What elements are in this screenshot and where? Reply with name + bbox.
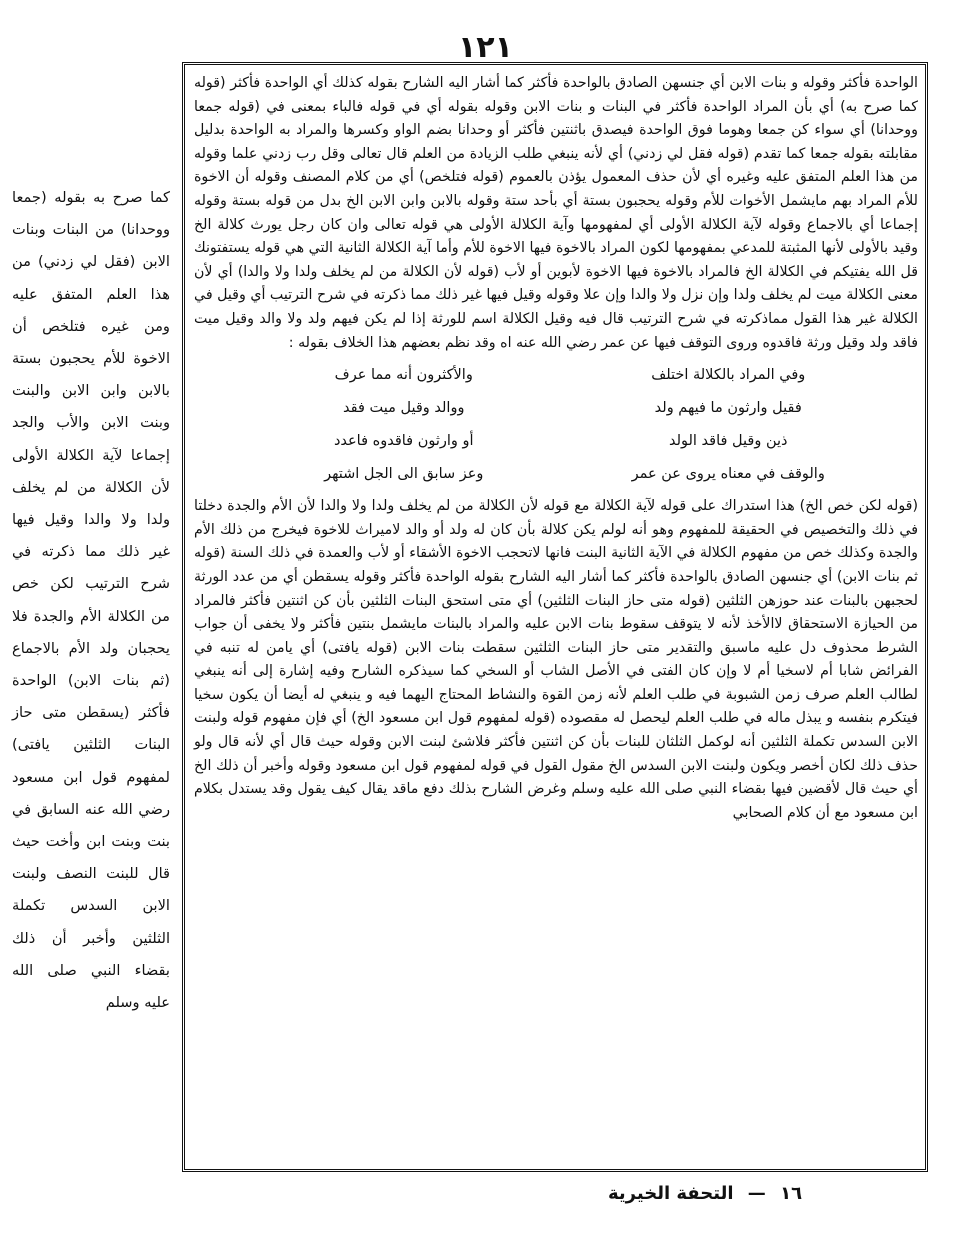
poem-hemistich-right: فقيل وارثون ما فيهم ولد [654, 399, 802, 416]
poem-hemistich-left: أو وارثون فاقدوه فاعدد [333, 432, 474, 449]
footer-dash: — [747, 1183, 766, 1204]
poem-hemistich-left: ووالد وقيل ميت فقد [343, 399, 465, 416]
poem-verse [254, 392, 878, 425]
poem-verse [254, 425, 878, 458]
poem-hemistich-right: وفي المراد بالكلالة اختلف [651, 366, 806, 383]
poem-hemistich-left: والأكثرون أنه مما عرف [334, 366, 473, 383]
poem [254, 359, 878, 491]
footer-book-title: التحفة الخيرية [608, 1183, 734, 1204]
margin-note-text: كما صرح به بقوله (جمعا ووحدانا) من البنات وبنات الابن (فقل لي زدني) من هذا العلم المتفق عليه ومن غيره فتلخص أن الاخوة للأم يحجبون بستة بالابن وابن الابن والبنت وبنت الابن والأب والجد إجماعا لآية الكلالة الأولى لأن الكلالة من لم يخلف ولدا ولا والدا وقيل فيها غير ذلك مما ذكرته في شرح الترتيب لكن خص من الكلالة الأم والجدة فلا يحجبان ولد الأم بالاجماع (ثم بنات الابن) الواحدة فأكثر (يسقطن متى حاز البنات الثلثين يافتى) لمفهوم قول ابن مسعود رضي الله عنه السابق في بنت وبنت ابن وأخت حيث قال للبنت النصف ولبنت الابن السدس تكملة الثلثين وأخبر أن ذلك بقضاء النبي صلى الله عليه وسلم [12, 189, 170, 1012]
commentary-paragraph-2: (قوله لكن خص الخ) هذا استدراك على قوله لآية الكلالة مع قوله لأن الكلالة من لم يخلف ولدا ولا والدا لأن الأم والجدة دخلتا في ذلك والتخصيص في الحقيقة للمفهوم وهو أنه لولم يكن كلالة بأن كان له ولد أو والد لاميراث للاخوة فيخرج من ذلك الأم والجدة وكذلك خص من مفهوم الكلالة في الآية الثانية البنت فانها لاتحجب الاخوة الأشقاء أو لأب والعمدة في ذلك السنة (قوله ثم بنات الابن) أي جنسهن الصادق بالواحدة فأكثر كما أشار اليه الشارح بقوله الواحدة فأكثر وقوله يسقطن أي من عدد الورثة لحجبهن بالبنات عند حوزهن الثلثين (قوله متى حاز البنات الثلثين) أي متى استحق البنات الثلثين بأن كن اثنتين فأكثر فالمراد من الحيازة الاستحقاق لاالأخذ لأنه لا يتوقف سقوط بنات الابن عليه والمراد بالبنات مايشمل بنتين فأكثر ولا يخفى أن جواب الشرط محذوف دل عليه ماسبق والتقدير متى حاز البنات الثلثين سقطت بنات الابن (قوله يافتى) أي يامن له تنبه في الفرائض شابا أم لاسخيا أم لا وإن كان الفتى في الأصل الشاب أو السخي كما سيذكره الشارح وفيه إشارة إلى أنه ينبغي لطالب العلم صرف زمن الشبوبة في طلب العلم لأنه زمن القوة والنشاط المحتاج اليهما فيه و ينبغي له أيضا أن يكون سخيا فيتكرم بنفسه و يبذل ماله في طلب العلم ليحصل له مقصوده (قوله لمفهوم قول ابن مسعود الخ) أي فإن مفهوم قوله ولبنت الابن السدس تكملة الثلثين أنه لوكمل الثلثان للبنات بأن كن اثنتين فأكثر فلاشئ لبنت الابن وقوله حيث قال أي لأنه قال ولو حذف ذلك لكان أخصر ويكون ولبنت الابن السدس الخ مقول القول في قوله لمفهوم قول ابن مسعود وقوله وأخبر أن ذلك الخ أي حيث قال لأقضين فيها بقضاء النبي صلى الله عليه وسلم وغرض الشارح بذلك دفع ماقد يقال كيف يقول وقد يستدل بكلام ابن مسعود مع أن كلام الصحابي [194, 498, 918, 821]
poem-verse [254, 359, 878, 392]
commentary-paragraph-1: الواحدة فأكثر وقوله و بنات الابن أي جنسهن الصادق بالواحدة فأكثر كما أشار اليه الشارح بقوله كذلك أي الواحدة فأكثر (قوله كما صرح به) أي بأن المراد الواحدة فأكثر في البنات و بنات الابن وقوله بقوله أي في قوله فالباء بمعنى في (قوله جمعا ووحدانا) أي سواء كن جمعا وهوما فوق الواحدة فيصدق باثنتين فأكثر أو وحدانا بضم الواو وكسرها والمراد به الواحدة بدليل مقابلته بقوله جمعا كما تقدم (قوله فقل لي زدني) أي لأنه ينبغي طلب الزيادة من العلم قال تعالى وقل رب زدني علما وقوله من هذا العلم المتفق عليه وغيره أي لأن حذف المعمول يؤذن بالعموم (قوله فتلخص) أي من كلام المصنف وقوله أن الاخوة للأم المراد بهم مايشمل الأخوات للأم وقوله يحجبون بستة أي بأحد ستة وقوله بالابن وابن الابن الخ بدل من قوله بستة وقوله إجماعا أي بالاجماع وقوله لآية الكلالة الأولى أي لمفهومها وآية الكلالة الأولى هي قوله تعالى وان كان رجل يورث كلالة الخ وقيد بالأولى لأنها المثبتة للمدعي بمفهومها لكون المراد بالاخوة فيها الاخوة للأم وأما آية الكلالة الثانية التي هي قوله يستفتونك قل الله يفتيكم في الكلالة الخ فالمراد بالاخوة فيها الاخوة لأبوين أو لأب (قوله لأن الكلالة من لم يخلف ولدا ولا والدا) أي لأن معنى الكلالة ميت لم يخلف ولدا وإن نزل ولا والدا وإن علا وقوله وقيل فيها غير ذلك مما ذكرته في شرح الترتيب أي وقيل في الكلالة غير هذا القول مماذكرته في شرح الترتيب قال فيه وقيل الكلالة اسم للورثة إذا لم يكن فيهم ولد ولا والد وقيل ميت فاقد ولد وقيل ورثة فاقدوه وروى التوقف فيها عن عمر رضي الله عنه اه وقد نظم بعضهم هذا الخلاف بقوله : [194, 75, 918, 351]
main-commentary [194, 72, 918, 825]
footer-signature-number: ١٦ [780, 1183, 803, 1204]
page-footer [600, 1183, 802, 1204]
poem-hemistich-left: وعز سابق الى الجل اشتهر [324, 465, 484, 482]
margin-matn-text [12, 182, 170, 1019]
poem-hemistich-right: والوقف في معناه يروى عن عمر [631, 465, 825, 482]
poem-hemistich-right: ذين وقيل فاقد الولد [668, 432, 788, 449]
poem-verse [254, 458, 878, 491]
page-number: ١٢١ [458, 30, 513, 65]
